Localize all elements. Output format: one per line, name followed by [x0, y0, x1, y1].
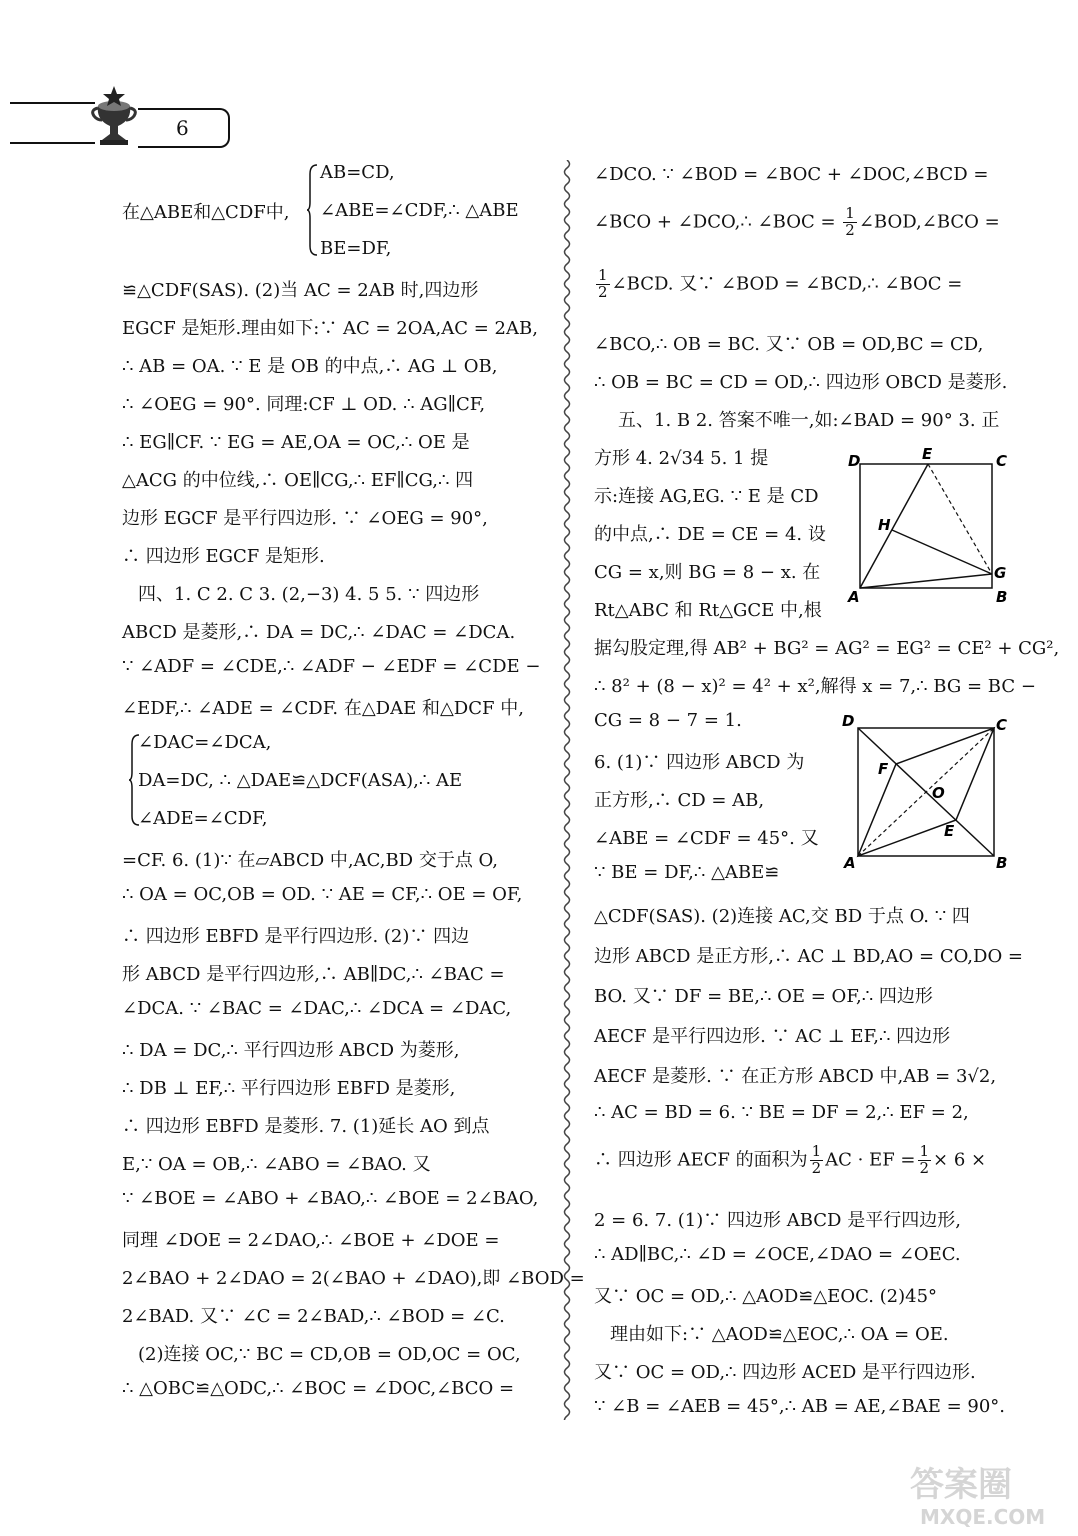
text-line: ∴ AC = BD = 6. ∵ BE = DF = 2,∴ EF = 2,: [594, 1102, 969, 1123]
text-line: 同理 ∠DOE = 2∠DAO,∴ ∠BOE + ∠DOE =: [122, 1230, 500, 1251]
text-line: ∠ABE = ∠CDF = 45°. 又: [594, 828, 819, 849]
text-line: 2∠BAO + 2∠DAO = 2(∠BAO + ∠DAO),即 ∠BOD =: [122, 1268, 585, 1289]
segment-ae: [860, 464, 928, 588]
trophy-icon: [88, 84, 140, 148]
fraction-numerator: 1: [811, 1142, 822, 1160]
watermark-line1: 答案圈: [910, 1465, 1012, 1505]
text-line: ∴ DA = DC,∴ 平行四边形 ABCD 为菱形,: [122, 1040, 460, 1061]
brace-prefix: 在△ABE和△CDF中,: [122, 202, 290, 223]
column-divider: [560, 160, 574, 1420]
text-segment: ∠BOD,∠BCO =: [858, 211, 1000, 233]
text-line: ∵ ∠B = ∠AEB = 45°,∴ AB = AE,∠BAE = 90°.: [594, 1396, 1005, 1417]
text-line: 形 ABCD 是平行四边形,∴ AB∥DC,∴ ∠BAC =: [122, 964, 505, 985]
label-h: H: [878, 516, 891, 534]
text-line: ∴ OA = OC,OB = OD. ∵ AE = CF,∴ OE = OF,: [122, 884, 523, 905]
text-line: ∴ △OBC≌△ODC,∴ ∠BOC = ∠DOC,∠BCO =: [122, 1378, 515, 1399]
watermark-line2: MXQE.COM: [920, 1505, 1046, 1529]
segment-ag: [860, 574, 992, 588]
label-b: B: [996, 588, 1008, 606]
text-line: ∠BCO,∴ OB = BC. 又∵ OB = OD,BC = CD,: [594, 334, 984, 355]
text-line: AECF 是菱形. ∵ 在正方形 ABCD 中,AB = 3√2,: [594, 1066, 997, 1087]
text-segment: × 6 ×: [933, 1149, 987, 1171]
label-d: D: [842, 712, 855, 730]
text-line: [594, 1144, 986, 1177]
text-line: 6. (1)∵ 四边形 ABCD 为: [594, 752, 805, 773]
left-brace-icon: [306, 164, 318, 256]
label-o: O: [932, 784, 945, 802]
text-line: 2∠BAD. 又∵ ∠C = 2∠BAD,∴ ∠BOD = ∠C.: [122, 1306, 505, 1327]
brace-system-2: [122, 730, 552, 830]
text-line: AECF 是平行四边形. ∵ AC ⊥ EF,∴ 四边形: [594, 1026, 951, 1047]
text-line: ABCD 是菱形,∴ DA = DC,∴ ∠DAC = ∠DCA.: [122, 622, 516, 643]
text-line: ∴ AB = OA. ∵ E 是 OB 的中点,∴ AG ⊥ OB,: [122, 356, 498, 377]
brace-system-1: [122, 160, 552, 260]
fraction-denominator: 2: [598, 282, 608, 301]
text-line: 的中点,∴ DE = CE = 4. 设: [594, 524, 826, 545]
text-line: ∴ EG∥CF. ∵ EG = AE,OA = OC,∴ OE 是: [122, 432, 470, 453]
text-line: ∴ 四边形 EBFD 是平行四边形. (2)∵ 四边: [122, 926, 470, 947]
segment-eg: [928, 464, 992, 574]
watermark-logo: [900, 1460, 1070, 1530]
brace-row-2: DA=DC, ∴ △DAE≌△DCF(ASA),∴ AE: [138, 770, 463, 791]
text-line: ∴ DB ⊥ EF,∴ 平行四边形 EBFD 是菱形,: [122, 1078, 456, 1099]
segment-hg: [892, 530, 992, 574]
label-a: A: [844, 854, 856, 872]
text-line: E,∵ OA = OB,∴ ∠ABO = ∠BAO. 又: [122, 1154, 431, 1175]
text-line: 又∵ OC = OD,∴ 四边形 ACED 是平行四边形.: [594, 1362, 976, 1383]
text-segment: ∴ 四边形 AECF 的面积为: [594, 1149, 808, 1171]
text-line: Rt△ABC 和 Rt△GCE 中,根: [594, 600, 822, 621]
text-segment: ∠BCO + ∠DCO,∴ ∠BOC =: [594, 211, 842, 233]
label-e: E: [922, 446, 933, 463]
text-line: 正方形,∴ CD = AB,: [594, 790, 765, 811]
text-line: CG = x,则 BG = 8 − x. 在: [594, 562, 821, 583]
text-line: ∵ ∠ADF = ∠CDE,∴ ∠ADF − ∠EDF = ∠CDE −: [122, 656, 541, 677]
page-header: [0, 40, 240, 140]
text-line: △CDF(SAS). (2)连接 AC,交 BD 于点 O. ∵ 四: [594, 906, 970, 927]
header-rule-bottom: [10, 142, 95, 144]
text-line: ∴ 8² + (8 − x)² = 4² + x²,解得 x = 7,∴ BG = BC −: [594, 676, 1036, 697]
figure-2-square-diagram: [840, 712, 1014, 872]
text-line: [594, 268, 962, 301]
brace-row-2: ∠ABE=∠CDF,∴ △ABE: [320, 200, 519, 221]
fraction-denominator: 2: [919, 1158, 930, 1177]
text-line: 边形 ABCD 是正方形,∴ AC ⊥ BD,AO = CO,DO =: [594, 946, 1024, 967]
text-line: ∵ ∠BOE = ∠ABO + ∠BAO,∴ ∠BOE = 2∠BAO,: [122, 1188, 539, 1209]
label-c: C: [996, 452, 1008, 470]
text-line: (2)连接 OC,∵ BC = CD,OB = OD,OC = OC,: [138, 1344, 521, 1365]
text-line: ∠DCO. ∵ ∠BOD = ∠BOC + ∠DOC,∠BCD =: [594, 164, 989, 185]
text-line: 方形 4. 2√34 5. 1 提: [594, 448, 769, 469]
label-a: A: [848, 588, 860, 606]
fraction: [810, 1144, 824, 1177]
text-line: 又∵ OC = OD,∴ △AOD≌△EOC. (2)45°: [594, 1286, 938, 1307]
brace-row-1: ∠DAC=∠DCA,: [138, 732, 272, 753]
label-f: F: [878, 760, 889, 778]
text-line: 示:连接 AG,EG. ∵ E 是 CD: [594, 486, 819, 507]
text-segment: AC · EF =: [825, 1149, 916, 1171]
text-line: BO. 又∵ DF = BE,∴ OE = OF,∴ 四边形: [594, 986, 933, 1007]
text-line: ∵ BE = DF,∴ △ABE≌: [594, 862, 780, 883]
label-g: G: [994, 564, 1007, 582]
header-rule-top: [10, 102, 95, 104]
text-line: ∴ ∠OEG = 90°. 同理:CF ⊥ OD. ∴ AG∥CF,: [122, 394, 486, 415]
text-segment: ∠BCD. 又∵ ∠BOD = ∠BCD,∴ ∠BOC =: [611, 273, 963, 295]
text-line: 四、1. C 2. C 3. (2,−3) 4. 5 5. ∵ 四边形: [138, 584, 480, 605]
brace-row-3: BE=DF,: [320, 238, 392, 259]
fraction-denominator: 2: [845, 220, 855, 239]
text-line: CG = 8 − 7 = 1.: [594, 710, 742, 731]
fraction-numerator: 1: [919, 1142, 930, 1160]
text-line: ∴ 四边形 EGCF 是矩形.: [122, 546, 325, 567]
brace-row-1: AB=CD,: [320, 162, 395, 183]
fraction: [596, 268, 610, 301]
text-line: 2 = 6. 7. (1)∵ 四边形 ABCD 是平行四边形,: [594, 1210, 961, 1231]
text-line: ∴ OB = BC = CD = OD,∴ 四边形 OBCD 是菱形.: [594, 372, 1008, 393]
text-line: EGCF 是矩形.理由如下:∵ AC = 2OA,AC = 2AB,: [122, 318, 538, 339]
text-line: =CF. 6. (1)∵ 在▱ABCD 中,AC,BD 交于点 O,: [122, 850, 498, 871]
fraction-numerator: 1: [845, 204, 855, 222]
fraction: [918, 1144, 932, 1177]
figure-1-square-diagram: [846, 446, 1014, 606]
page-number: 6: [138, 108, 230, 148]
text-line: ∠EDF,∴ ∠ADE = ∠CDF. 在△DAE 和△DCF 中,: [122, 698, 524, 719]
fraction: [843, 206, 857, 239]
text-line: ≌△CDF(SAS). (2)当 AC = 2AB 时,四边形: [122, 280, 479, 301]
text-line: ∴ AD∥BC,∴ ∠D = ∠OCE,∠DAO = ∠OEC.: [594, 1244, 961, 1265]
brace-row-3: ∠ADE=∠CDF,: [138, 808, 268, 829]
text-line: 边形 EGCF 是平行四边形. ∵ ∠OEG = 90°,: [122, 508, 488, 529]
label-e: E: [944, 822, 955, 840]
text-line: 五、1. B 2. 答案不唯一,如:∠BAD = 90° 3. 正: [618, 410, 1000, 431]
text-line: 据勾股定理,得 AB² + BG² = AG² = EG² = CE² + CG²,: [594, 638, 1060, 659]
text-line: ∠DCA. ∵ ∠BAC = ∠DAC,∴ ∠DCA = ∠DAC,: [122, 998, 512, 1019]
label-d: D: [848, 452, 861, 470]
text-line: ∴ 四边形 EBFD 是菱形. 7. (1)延长 AO 到点: [122, 1116, 490, 1137]
text-line: 理由如下:∵ △AOD≌△EOC,∴ OA = OE.: [610, 1324, 949, 1345]
label-b: B: [996, 854, 1008, 872]
text-line: △ACG 的中位线,∴ OE∥CG,∴ EF∥CG,∴ 四: [122, 470, 474, 491]
fraction-numerator: 1: [598, 266, 608, 284]
fraction-denominator: 2: [811, 1158, 822, 1177]
label-c: C: [996, 716, 1008, 734]
text-line: [594, 206, 1000, 239]
